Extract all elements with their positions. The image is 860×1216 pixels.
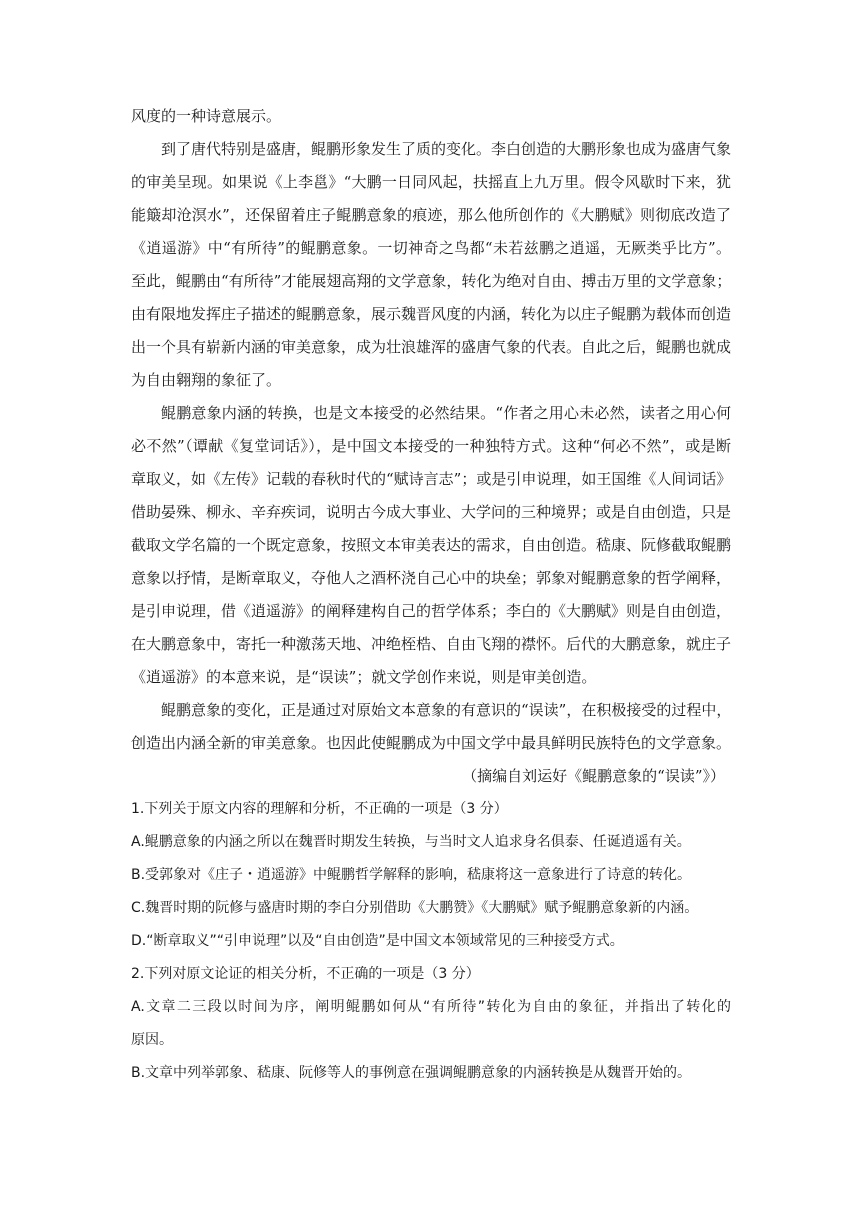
text-line: 章取义，如《左传》记载的春秋时代的“赋诗言志”；或是引申说理，如王国维《人间词话》 — [131, 470, 731, 488]
option-b: B.文章中列举郭象、嵇康、阮修等人的事例意在强调鲲鹏意象的内涵转换是从魏晋开始的。 — [131, 1065, 692, 1081]
text-line: 意象以抒情，是断章取义，夺他人之酒杯浇自己心中的块垒；郭象对鲲鹏意象的哲学阐释， — [131, 569, 731, 587]
text-line: 《逍遥游》的本意来说，是“误读”；就文学创作来说，则是审美创造。 — [131, 668, 597, 686]
text-line: 到了唐代特别是盛唐，鲲鹏形象发生了质的变化。李白创造的大鹏形象也成为盛唐气象 — [161, 140, 731, 158]
question-1 — [131, 793, 731, 958]
question-stem: 2.下列对原文论证的相关分析，不正确的一项是（3 分） — [131, 966, 480, 982]
text-line: 的审美呈现。如果说《上李邕》“大鹏一日同风起，扶摇直上九万里。假令风歇时下来，犹 — [131, 173, 731, 191]
source-citation: （摘编自刘运好《鲲鹏意象的“误读”》） — [462, 767, 725, 785]
document-page — [131, 100, 731, 1090]
text-line: 创造出内涵全新的审美意象。也因此使鲲鹏成为中国文学中最具鲜明民族特色的文学意象。 — [131, 734, 731, 752]
text-line: 鲲鹏意象内涵的转换，也是文本接受的必然结果。“作者之用心未必然，读者之用心何 — [161, 404, 731, 422]
text-line: 由有限地发挥庄子描述的鲲鹏意象，展示魏晋风度的内涵，转化为以庄子鲲鹏为载体而创造 — [131, 305, 731, 323]
question-2 — [131, 958, 731, 1090]
text-line: 鲲鹏意象的变化，正是通过对原始文本意象的有意识的“误读”，在积极接受的过程中， — [161, 701, 731, 719]
text-line: 能簸却沧溟水”，还保留着庄子鲲鹏意象的痕迹，那么他所创作的《大鹏赋》则彻底改造了 — [131, 206, 731, 224]
text-line: 至此，鲲鹏由“有所待”才能展翅高翔的文学意象，转化为绝对自由、搏击万里的文学意象； — [131, 272, 731, 290]
text-line: 风度的一种诗意展示。 — [131, 107, 282, 125]
text-line: 必不然”（谭献《复堂词话》），是中国文本接受的一种独特方式。这种“何必不然”，或是断 — [131, 437, 731, 455]
text-line: 是引申说理，借《逍遥游》的阐释建构自己的哲学体系；李白的《大鹏赋》则是自由创造， — [131, 602, 731, 620]
text-line: 出一个具有崭新内涵的审美意象，成为壮浪雄浑的盛唐气象的代表。自此之后，鲲鹏也就成 — [131, 338, 731, 356]
text-line: 在大鹏意象中，寄托一种激荡天地、冲绝桎梏、自由飞翔的襟怀。后代的大鹏意象，就庄子 — [131, 635, 731, 653]
option-a-continued: 原因。 — [131, 1032, 173, 1048]
paragraph-tang-dynasty — [131, 133, 731, 397]
question-stem: 1.下列关于原文内容的理解和分析，不正确的一项是（3 分） — [131, 801, 508, 817]
text-line: 截取文学名篇的一个既定意象，按照文本审美表达的需求，自由创造。嵇康、阮修截取鲲鹏 — [131, 536, 731, 554]
paragraph-conclusion — [131, 694, 731, 760]
option-a: A.鲲鹏意象的内涵之所以在魏晋时期发生转换，与当时文人追求身名俱泰、任诞逍遥有关。 — [131, 834, 691, 850]
text-line: 借助晏殊、柳永、辛弃疾词，说明古今成大事业、大学问的三种境界；或是自由创造，只是 — [131, 503, 731, 521]
option-c: C.魏晋时期的阮修与盛唐时期的李白分别借助《大鹏赞》《大鹏赋》赋予鲲鹏意象新的内涵。 — [131, 900, 699, 916]
text-line: 《逍遥游》中“有所待”的鲲鹏意象。一切神奇之鸟都“未若兹鹏之逍遥，无厥类乎比方”。 — [131, 239, 731, 257]
text-line: 为自由翱翔的象征了。 — [131, 371, 282, 389]
option-b: B.受郭象对《庄子・逍遥游》中鲲鹏哲学解释的影响，嵇康将这一意象进行了诗意的转化。 — [131, 867, 692, 883]
paragraph-text-reception — [131, 397, 731, 694]
option-a: A.文章二三段以时间为序，阐明鲲鹏如何从“有所待”转化为自由的象征，并指出了转化的 — [131, 999, 731, 1015]
option-d: D.“断章取义”“引申说理”以及“自由创造”是中国文本领域常见的三种接受方式。 — [131, 933, 624, 949]
